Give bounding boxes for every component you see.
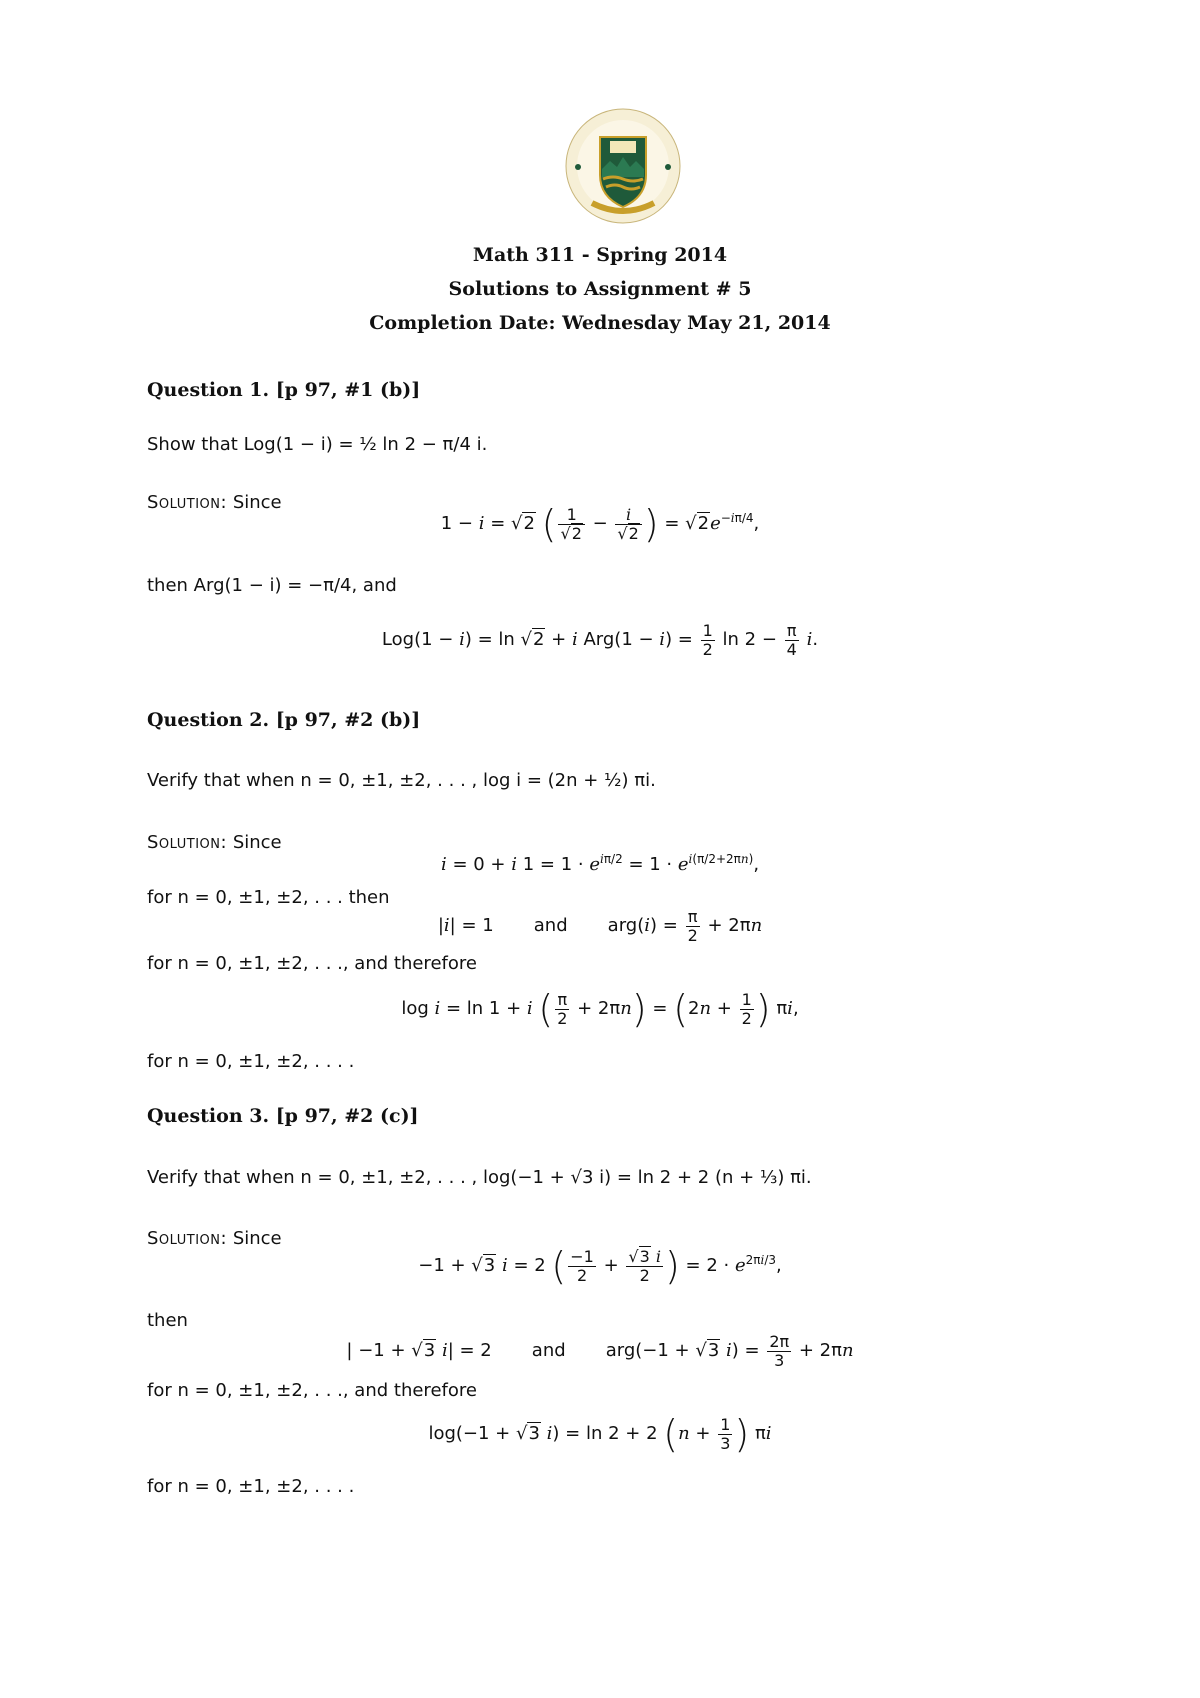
university-crest-logo — [562, 107, 684, 225]
assignment-title: Solutions to Assignment # 5 — [448, 278, 752, 300]
solution-label: Solution: — [147, 832, 228, 853]
question-2-line-2: for n = 0, ±1, ±2, . . . then — [147, 887, 390, 908]
question-1-heading: Question 1. [p 97, #1 (b)] — [147, 379, 421, 401]
question-3-line-2: then — [147, 1310, 188, 1331]
question-2-line-4: for n = 0, ±1, ±2, . . . . — [147, 1051, 355, 1072]
question-3-line-3: for n = 0, ±1, ±2, . . ., and therefore — [147, 1380, 477, 1401]
completion-date: Completion Date: Wednesday May 21, 2014 — [369, 312, 831, 334]
solution-label: Solution: — [147, 492, 228, 513]
equation-q2-1: i = 0 + i $1 = 1 \cdot e^{i\pi/2} = 1 \cdot e^{i(\pi/2+2\pi n)}$, — [440, 852, 760, 875]
equation-q1-1: 1 − i = √2 ( $\frac{1}{√2}$ − $\frac{i}{√2}$ ) = $√2e^{-i\pi/4}$, — [440, 502, 760, 546]
question-1-line-2: then Arg(1 − i) = −π/4, and — [147, 575, 397, 596]
solution-text: Since — [232, 1228, 282, 1249]
question-3-line-4: for n = 0, ±1, ±2, . . . . — [147, 1476, 355, 1497]
question-3-heading: Question 3. [p 97, #2 (c)] — [147, 1105, 419, 1127]
question-2-heading: Question 2. [p 97, #2 (b)] — [147, 709, 421, 731]
equation-q3-3: log(−1 + √3 i) = ln 2 + 2 (n + $\frac{1}{3}$ ) πi — [428, 1412, 772, 1456]
equation-q3-1: −1 + √3 i = 2 ( $\frac{-1}{2}$ + $\frac{√3 i}{2}$ ) = $2 \cdot e^{2\pi i/3}$, — [418, 1244, 782, 1288]
solution-text: Since — [232, 832, 282, 853]
equation-q2-3: log i = ln 1 + i ( $\frac{\pi}{2}$ + 2πn) = (2n + $\frac{1}{2}$ ) πi, — [401, 987, 799, 1031]
question-2-line-3: for n = 0, ±1, ±2, . . ., and therefore — [147, 953, 477, 974]
question-3-solution-line — [147, 1228, 282, 1249]
equation-q1-2: Log(1 − i) = ln √2 + i Arg(1 − i) = $\frac{1}{2}$ ln 2 − $\frac{\pi}{4}$ i. — [381, 621, 819, 659]
course-title: Math 311 - Spring 2014 — [472, 244, 728, 266]
equation-q2-2: |i| = 1 and arg(i) = $\frac{\pi}{2}$ + 2πn — [437, 907, 763, 945]
question-2-solution-line — [147, 832, 282, 853]
question-2-prompt: Verify that when n = 0, ±1, ±2, . . . , log i = (2n + ½) πi. — [147, 770, 656, 791]
question-3-prompt: Verify that when n = 0, ±1, ±2, . . . , log(−1 + √3 i) = ln 2 + 2 (n + ⅓) πi. — [147, 1167, 812, 1188]
question-1-prompt: Show that Log(1 − i) = ½ ln 2 − π/4 i. — [147, 434, 488, 455]
solution-label: Solution: — [147, 1228, 228, 1249]
solution-text: Since — [232, 492, 282, 513]
equation-q3-2: | −1 + √3 i| = 2 and arg(−1 + √3 i) = $\frac{2\pi}{3}$ + 2πn — [346, 1332, 854, 1370]
